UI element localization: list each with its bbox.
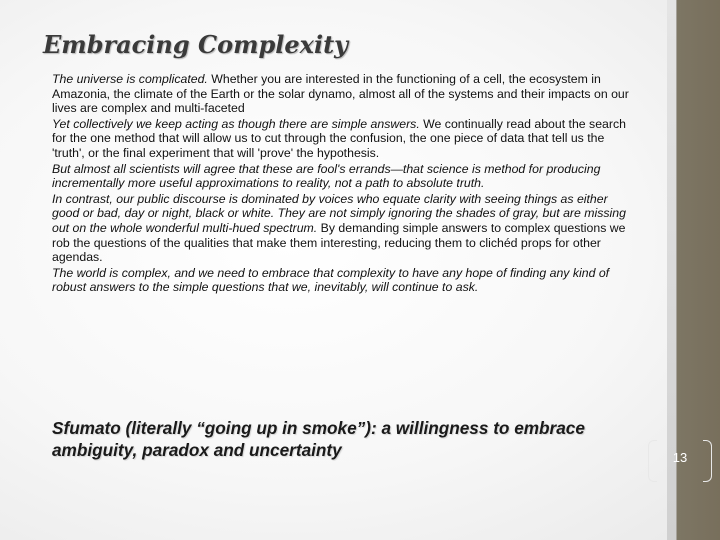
paragraph-1-rest: Whether you are interested in the functioning of a cell, the ecosystem in Amazonia, the climate of the Earth or the solar dynamo, almost all of the systems and their impacts on our lives are complex and multi-faceted bbox=[52, 72, 629, 116]
page-number-badge bbox=[648, 440, 712, 482]
body-text bbox=[52, 72, 630, 296]
paragraph-4-lead: In contrast, our public discourse is dominated by voices who equate clarity with seeing things as either good or bad, day or night, black or white. They are not simply ignoring the shades of gray, but are missing out on the whole wonderful multi-hued spectrum. bbox=[52, 191, 626, 235]
page-number: 13 bbox=[672, 450, 688, 465]
paragraph-5-lead: The world is complex, and we need to embrace that complexity to have any hope of finding any kind of robust answers to the simple questions that we, inevitably, will continue to ask. bbox=[52, 265, 610, 295]
paragraph-2 bbox=[52, 117, 630, 161]
paragraph-1-lead: The universe is complicated. bbox=[52, 72, 208, 86]
paragraph-2-rest: We continually read about the search for the one method that will allow us to cut through the confusion, the one piece of data that tell us the 'truth', or the final experiment that will 'prove' the hypothesis. bbox=[52, 116, 626, 160]
sfumato-statement: Sfumato (literally “going up in smoke”): a willingness to embrace ambiguity, paradox and uncertainty bbox=[52, 418, 585, 460]
paragraph-2-lead: Yet collectively we keep acting as though there are simple answers. bbox=[52, 116, 420, 131]
right-bracket-icon bbox=[703, 440, 712, 482]
paragraph-3-lead: But almost all scientists will agree that these are fool's errands—that science is method for producing incrementally more useful approximations to reality, not a path to absolute truth. bbox=[52, 161, 601, 191]
paragraph-4-rest: By demanding simple answers to complex questions we rob the questions of the qualities that make them interesting, reducing them to clichéd props for other agendas. bbox=[52, 220, 626, 265]
paragraph-4 bbox=[52, 192, 630, 265]
paragraph-5 bbox=[52, 266, 630, 295]
paragraph-1 bbox=[52, 72, 630, 116]
paragraph-3 bbox=[52, 162, 630, 191]
slide-title: Embracing Complexity bbox=[43, 30, 349, 59]
